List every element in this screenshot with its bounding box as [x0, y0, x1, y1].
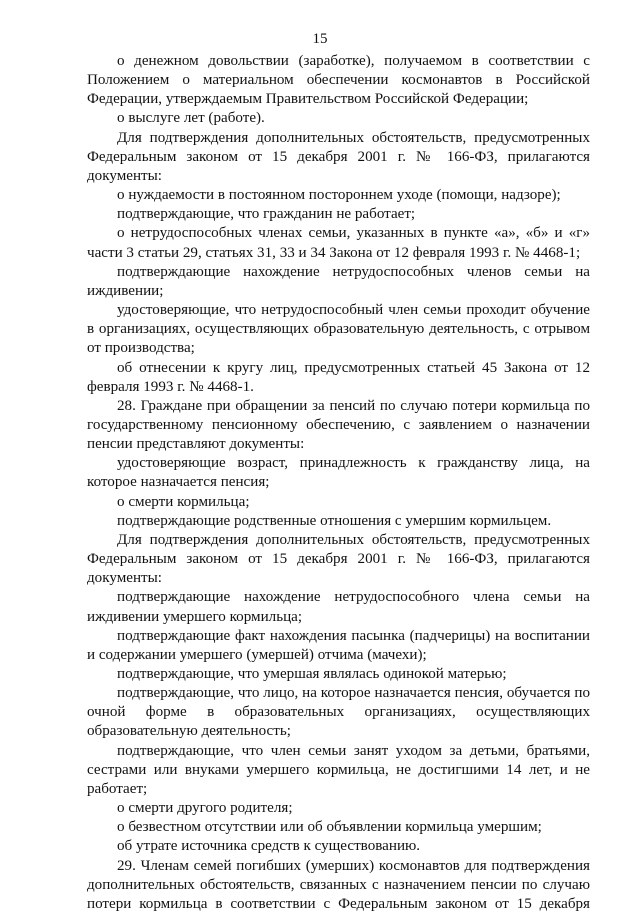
paragraph: 28. Граждане при обращении за пенсий по случаю потери кормильца по государственному пенсионному обеспечению, с заявлением о назначении пенсии представляют документы: [87, 397, 590, 453]
paragraph: подтверждающие нахождение нетрудоспособного члена семьи на иждивении умершего кормильца; [87, 589, 590, 625]
paragraph: о денежном довольствии (заработке), получаемом в соответствии с Положением о материальном обеспечении космонавтов в Российской Федерации, утверждаемым Правительством Российской Федерации; [87, 53, 590, 108]
paragraph: о безвестном отсутствии или об объявлении кормильца умершим; [117, 819, 542, 836]
paragraph: подтверждающие, что гражданин не работает; [117, 206, 416, 223]
paragraph: Для подтверждения дополнительных обстоятельств, предусмотренных Федеральным законом от 15 декабря 2001 г. № 166-ФЗ, прилагаются документы: [87, 129, 590, 184]
paragraph: о смерти другого родителя; [117, 800, 293, 817]
paragraph: о нуждаемости в постоянном постороннем уходе (помощи, надзоре); [117, 187, 561, 204]
paragraph: о нетрудоспособных членах семьи, указанных в пункте «а», «б» и «г» части 3 статьи 29, статьях 31, 33 и 34 Закона от 12 февраля 1993 г. № 4468-1; [87, 225, 590, 261]
paragraph: удостоверяющие, что нетрудоспособный член семьи проходит обучение в организациях, осуществляющих образовательную деятельность, с отрывом от производства; [87, 302, 590, 357]
paragraph: подтверждающие, что лицо, на которое назначается пенсия, обучается по очной форме в образовательных организациях, осуществляющих образовательную деятельность; [87, 685, 590, 740]
paragraph: Для подтверждения дополнительных обстоятельств, предусмотренных Федеральным законом от 15 декабря 2001 г. № 166-ФЗ, прилагаются документы: [87, 531, 590, 587]
paragraph: подтверждающие, что умершая являлась одинокой матерью; [117, 666, 507, 682]
paragraph: подтверждающие, что член семьи занят уходом за детьми, братьями, сестрами или внуками умершего кормильца, не достигшими 14 лет, и не работает; [87, 742, 590, 797]
paragraph: об отнесении к кругу лиц, предусмотренных статьей 45 Закона от 12 февраля 1993 г. № 4468-1. [87, 359, 590, 395]
paragraph: подтверждающие родственные отношения с умершим кормильцем. [117, 512, 552, 529]
paragraph: о выслуге лет (работе). [117, 110, 265, 127]
paragraph: об утрате источника средств к существованию. [117, 838, 421, 855]
paragraph: удостоверяющие возраст, принадлежность к гражданству лица, на которое назначается пенсия; [87, 455, 590, 491]
page-number: 15 [312, 31, 328, 47]
paragraph: подтверждающие нахождение нетрудоспособных членов семьи на иждивении; [87, 263, 590, 299]
document-body [87, 52, 590, 914]
paragraph: подтверждающие факт нахождения пасынка (падчерицы) на воспитании и содержании умершего (умершей) отчима (мачехи); [87, 627, 590, 663]
paragraph: 29. Членам семей погибших (умерших) космонавтов для подтверждения дополнительных обстоятельств, связанных с назначением пенсии по случаю потери кормильца в соответствии с Федеральным законом от 15 декабря [87, 857, 590, 912]
paragraph: о смерти кормильца; [117, 493, 250, 510]
